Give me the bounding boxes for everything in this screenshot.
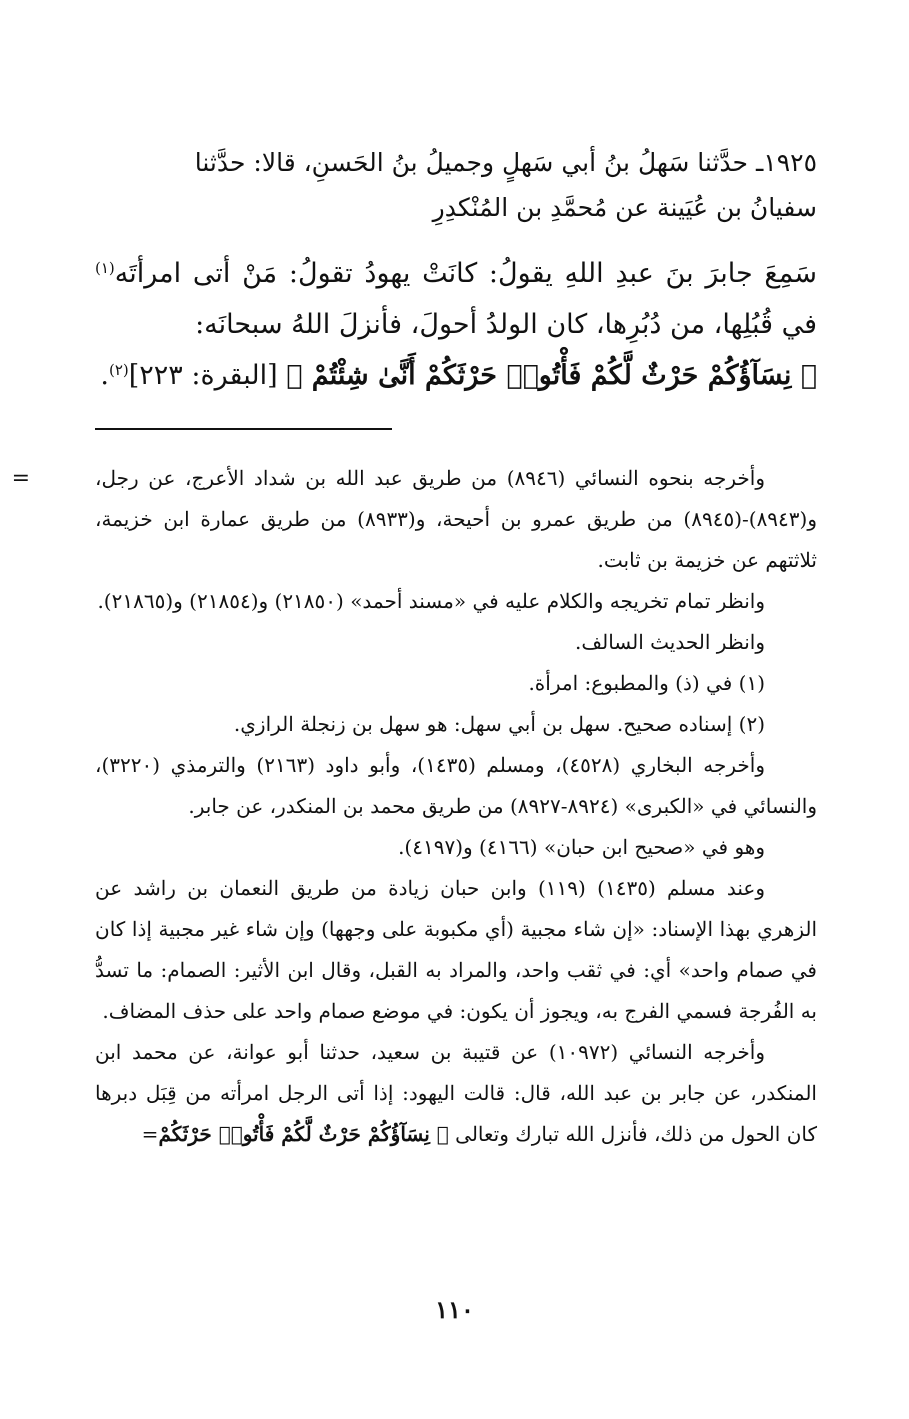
hadith-isnad (95, 140, 817, 230)
footnote-paragraph: وأخرجه البخاري (٤٥٢٨)، ومسلم (١٤٣٥)، وأبو داود (٢١٦٣) والترمذي (٣٢٢٠)، والنسائي في «الكبرى» (٨٩٢٤-٨٩٢٧) من طريق محمد بن المنكدر، عن جابر. (95, 753, 817, 818)
footnote-marker-1: (١) (95, 259, 115, 277)
matn-part-1: سَمِعَ جابرَ بنَ عبدِ اللهِ يقولُ: كانَتْ يهودُ تقولُ: مَنْ أتى امرأتَه (114, 258, 817, 289)
quran-verse: ﴿ نِسَآؤُكُمْ حَرْثٌ لَّكُمْ فَأْتُوا۟ حَرْثَكُمْ أَنَّىٰ شِئْتُمْ ﴾ (286, 360, 817, 391)
isnad-line-1: ١٩٢٥ـ حدَّثنا سَهلُ بنُ أبي سَهلٍ وجميلُ بنُ الحَسنِ، قالا: حدَّثنا (194, 148, 817, 177)
footnote-paragraph: وأخرجه بنحوه النسائي (٨٩٤٦) من طريق عبد الله بن شداد الأعرج، عن رجل، و(٨٩٤٣)-(٨٩٤٥) من طريق عمرو بن أحيحة، و(٨٩٣٣) من طريق عمارة ابن خزيمة، ثلاثتهم عن خزيمة بن ثابت. (95, 466, 817, 572)
footnote-paragraph (95, 1032, 817, 1155)
footnote-2: (٢) إسناده صحيح. سهل بن أبي سهل: هو سهل بن زنجلة الرازي. (233, 712, 765, 736)
continuation-mark: = (141, 1122, 159, 1146)
footnote-paragraph: وانظر الحديث السالف. (575, 630, 765, 654)
footnote-paragraph: وانظر تمام تخريجه والكلام عليه في «مسند أحمد» (٢١٨٥٠) و(٢١٨٥٤) و(٢١٨٦٥). (97, 589, 765, 613)
footnote-text: وأخرجه النسائي (١٠٩٧٢) عن قتيبة بن سعيد، حدثنا أبو عوانة، عن محمد ابن المنكدر، عن جابر بن عبد الله، قال: قالت اليهود: إذا أتى الرجل امرأته من قِبَل دبرها كان الحول من ذلك، فأنزل الله تبارك وتعالى (95, 1040, 817, 1146)
hadith-text (95, 140, 817, 401)
continuation-mark: = (11, 466, 30, 491)
hadith-matn (95, 248, 817, 401)
matn-end: . (100, 360, 109, 391)
footnotes (11, 458, 817, 1155)
page-number: ١١٠ (435, 1295, 474, 1324)
matn-part-2: في قُبُلِها، من دُبُرِها، كان الولدُ أحولَ، فأنزلَ اللهُ سبحانَه: (195, 309, 817, 340)
footnote-marker-2: (٢) (108, 361, 129, 379)
isnad-line-2: سفيانُ بن عُيَينة عن مُحمَّدِ بن المُنْكدِرِ (432, 193, 817, 222)
verse-reference: [البقرة: ٢٢٣] (128, 360, 287, 391)
footnote-1: (١) في (ذ) والمطبوع: امرأة. (528, 671, 765, 695)
page-body (11, 140, 817, 1146)
footnote-separator (95, 428, 392, 430)
quran-verse: ﴿ نِسَآؤُكُمْ حَرْثٌ لَّكُمْ فَأْتُوا۟ حَرْثَكُمْ (158, 1122, 449, 1146)
footnote-paragraph: وهو في «صحيح ابن حبان» (٤١٦٦) و(٤١٩٧). (398, 835, 765, 859)
footnote-paragraph: وعند مسلم (١٤٣٥) (١١٩) وابن حبان زيادة من طريق النعمان بن راشد عن الزهري بهذا الإسناد: «إن شاء مجبية (أي مكبوبة على وجهها) وإن شاء غير مجبية إذا كان في صمام واحد» أي: في ثقب واحد، والمراد به القبل، وقال ابن الأثير: الصمام: ما تسدُّ به الفُرجة فسمي الفرج به، ويجوز أن يكون: في موضع صمام واحد على حذف المضاف. (95, 876, 817, 1023)
